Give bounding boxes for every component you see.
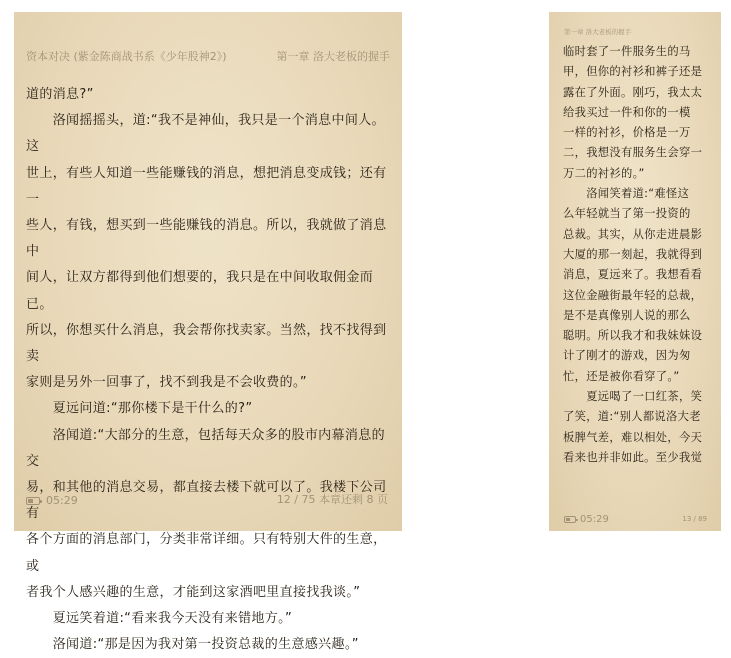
left-reader-page[interactable] (14, 12, 402, 653)
book-title: 资本对决 (紫金陈商战书系《少年股神2》) (26, 50, 227, 63)
chapter-title: 第一章 洛大老板的握手 (276, 50, 390, 63)
paragraph: 洛闻道:“那是因为我对第一投资总裁的生意感兴趣。” (26, 637, 359, 653)
battery-icon (564, 516, 576, 523)
paragraph: 洛闻摇摇头，道:“我不是神仙，我只是一个消息中间人。这 世上，有些人知道一些能赚钱的消息，想把消息变成钱；还有一 些人，有钱，想买到一些能赚钱的消息。所以，我就做了消息中 间人，让双方都得到他们想要的，我只是在中间收取佣金而已。 所以，你想买什么消息，我会帮你找卖家。当然，找不找得到卖 家则是另外一回事了，找不到我是不会收费的。” (26, 113, 387, 391)
paragraph: 夏远笑着道:“看来我今天没有来错地方。” (26, 611, 293, 627)
paragraph: 夏远问道:“那你楼下是干什么的?” (26, 401, 253, 417)
paragraph: 洛闻笑着道:“难怪这 么年轻就当了第一投资的 总裁。其实，从你走进晨影 大厦的那一刻起，我就得到 消息，夏远来了。我想看看 这位金融街最年轻的总裁， 是不是真像别人说的那么 聪明。所以我才和我妹妹设 计了刚才的游戏，因为匆 忙，还是被你看穿了。” (563, 187, 703, 383)
battery-icon (26, 497, 40, 505)
clock-label: 05:29 (580, 514, 609, 525)
right-reader-page[interactable] (549, 12, 721, 531)
paragraph-block (26, 82, 394, 658)
status-time (564, 514, 609, 525)
paragraph: 洛闻道:“大部分的生意，包括每天众多的股市内幕消息的交 易，和其他的消息交易，都直接去楼下就可以了。我楼下公司有 各个方面的消息部门，分类非常详细。只有特别大件的生意，或 者我个人感兴趣的生意，才能到这家酒吧里直接找我谈。” (26, 427, 387, 600)
paragraph: 临时套了一件服务生的马 甲，但你的衬衫和裤子还是 露在了外面。刚巧，我太太 给我买过一件和你的一模 一样的衬衫，价格是一万 二，我想没有服务生会穿一 万二的衬衫的。” (563, 45, 703, 180)
reading-progress: 12 / 75 本章还剩 8 页 (276, 493, 388, 506)
paragraph: 夏远喝了一口红茶，笑 了笑，道:“别人都说洛大老 板脾气差，难以相处，今天 看来也并非如此。至少我觉 (563, 390, 703, 464)
reading-progress: 13 / 89 (682, 515, 707, 523)
paragraph-block (563, 42, 711, 468)
chapter-title: 第一章 洛大老板的握手 (564, 28, 632, 36)
clock-label: 05:29 (46, 494, 78, 507)
status-time (26, 494, 78, 507)
paragraph: 道的消息?” (26, 87, 94, 102)
